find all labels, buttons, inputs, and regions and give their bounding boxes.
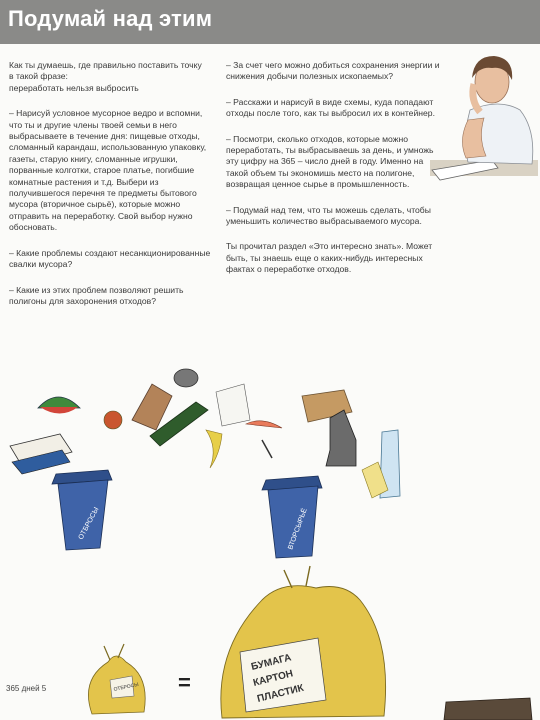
left-paragraph-4: – Какие из этих проблем позволяют решить полигоны для захоронения отходов? — [9, 284, 184, 306]
right-paragraph-5: Ты прочитал раздел «Это интересно знать». Может быть, ты знаешь еще о каких-нибудь интересных фактах о переработке отходов. — [226, 241, 433, 275]
big-sack-label-1: БУМАГА — [250, 652, 293, 673]
right-paragraph-1: – За счет чего можно добиться сохранения энергии и снижения добычи полезных ископаемых? — [226, 60, 440, 82]
left-p1-line3: переработать нельзя выбросить — [9, 82, 139, 93]
page-title: Подумай над этим — [8, 6, 213, 31]
left-paragraph-3: – Какие проблемы создают несанкционированные свалки мусора? — [9, 247, 211, 270]
equals-sign: = — [178, 670, 191, 695]
small-sack-label: ОТБРОСЫ — [113, 681, 140, 693]
big-recycling-sack — [221, 566, 386, 718]
right-paragraph-3: – Посмотри, сколько отходов, которые можно переработать, ты выбрасываешь за день, и умножь эту цифру на 365 – число дней в году. Именно на такой объем ты экономишь место на полигоне, возвращая ценное сырье в промышленность. — [226, 133, 434, 190]
page-footer: 365 дней 5 — [6, 684, 47, 693]
left-p1-line2: в такой фразе: — [9, 71, 68, 82]
waste-bin-left — [52, 470, 112, 550]
cardboard-box-partial — [444, 698, 532, 720]
recycling-bin-right — [262, 476, 322, 558]
big-sack-label-2: КАРТОН — [252, 668, 295, 689]
bin-left-label: ОТБРОСЫ — [77, 506, 101, 541]
right-paragraph-2: – Расскажи и нарисуй в виде схемы, куда попадают отходы после того, как ты выбросил их в контейнер. — [226, 96, 435, 119]
boy-illustration — [430, 56, 538, 180]
big-sack-label-3: ПЛАСТИК — [256, 682, 305, 705]
right-paragraph-4: – Подумай над тем, что ты можешь сделать, чтобы уменьшить количество выбрасываемого мусора. — [226, 204, 431, 227]
left-paragraph-2: – Нарисуй условное мусорное ведро и вспомни, что ты и другие члены твоей семьи в него выбрасываете в течение дня: пищевые отходы, сломанный карандаш, использованную упаковку, газеты, старую книгу, сломанные игрушки, порванные колготки, старое платье, погибшие комнатные растения и т.д. Выбери из получившегося перечня те предметы бытового мусора (вторичное сырьё), которые можно отправить на переработку. Свой выбор нужно обосновать. — [9, 108, 207, 233]
small-trash-sack — [88, 644, 145, 714]
left-p1-line1: Как ты думаешь, где правильно поставить точку — [9, 60, 202, 70]
bin-right-label: ВТОРСЫРЬЁ — [287, 507, 309, 551]
